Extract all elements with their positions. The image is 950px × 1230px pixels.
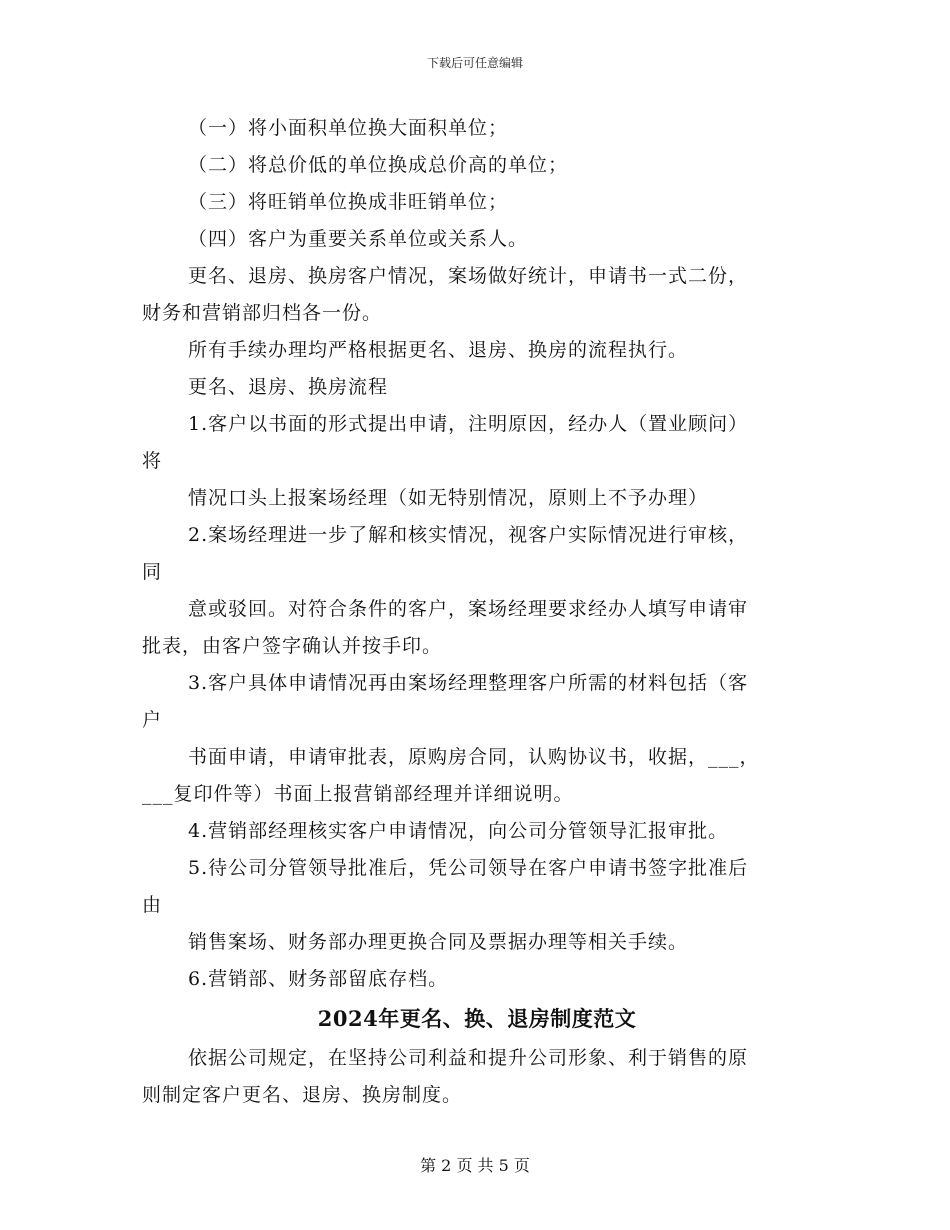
list-item-1: （一）将小面积单位换大面积单位；	[188, 117, 509, 139]
document-body	[142, 110, 812, 1114]
list-item-3: （三）将旺销单位换成非旺销单位；	[188, 191, 509, 213]
step-1-wrap: 将	[142, 450, 163, 472]
step-1-cont: 情况口头上报案场经理（如无特别情况，原则上不予办理）	[188, 487, 709, 509]
step-2-cont: 批表，由客户签字确认并按手印。	[142, 635, 443, 657]
step-1-line: 1.客户以书面的形式提出申请，注明原因，经办人（置业顾问）	[188, 413, 749, 435]
section-paragraph-line: 则制定客户更名、退房、换房制度。	[142, 1084, 463, 1106]
page-header: 下载后可任意编辑	[426, 56, 523, 70]
step-3-cont: ___复印件等）书面上报营销部经理并详细说明。	[142, 783, 574, 805]
step-4-line: 4.营销部经理核实客户申请情况，向公司分管领导汇报审批。	[188, 820, 729, 842]
step-5-line: 5.待公司分管领导批准后，凭公司领导在客户申请书签字批准后	[188, 857, 749, 879]
section-title: 2024年更名、换、退房制度范文	[317, 1006, 637, 1031]
section-paragraph-line: 依据公司规定，在坚持公司利益和提升公司形象、利于销售的原	[188, 1047, 749, 1069]
subheading: 更名、退房、换房流程	[188, 376, 389, 398]
list-item-4: （四）客户为重要关系单位或关系人。	[188, 228, 529, 250]
step-6-line: 6.营销部、财务部留底存档。	[188, 968, 449, 990]
list-item-2: （二）将总价低的单位换成总价高的单位；	[188, 154, 569, 176]
paragraph-line: 财务和营销部归档各一份。	[142, 302, 383, 324]
step-2-wrap: 同	[142, 561, 163, 583]
step-2-cont: 意或驳回。对符合条件的客户，案场经理要求经办人填写申请审	[188, 598, 749, 620]
step-5-wrap: 由	[142, 894, 163, 916]
paragraph-line: 更名、退房、换房客户情况，案场做好统计，申请书一式二份，	[188, 265, 749, 287]
step-3-cont: 书面申请，申请审批表，原购房合同，认购协议书，收据，___，	[188, 746, 760, 768]
step-3-wrap: 户	[142, 709, 163, 731]
paragraph-line: 所有手续办理均严格根据更名、退房、换房的流程执行。	[188, 339, 689, 361]
step-5-cont: 销售案场、财务部办理更换合同及票据办理等相关手续。	[188, 931, 689, 953]
page-number: 第 2 页 共 5 页	[420, 1156, 530, 1175]
step-3-line: 3.客户具体申请情况再由案场经理整理客户所需的材料包括（客	[188, 672, 749, 694]
step-2-line: 2.案场经理进一步了解和核实情况，视客户实际情况进行审核，	[188, 524, 749, 546]
